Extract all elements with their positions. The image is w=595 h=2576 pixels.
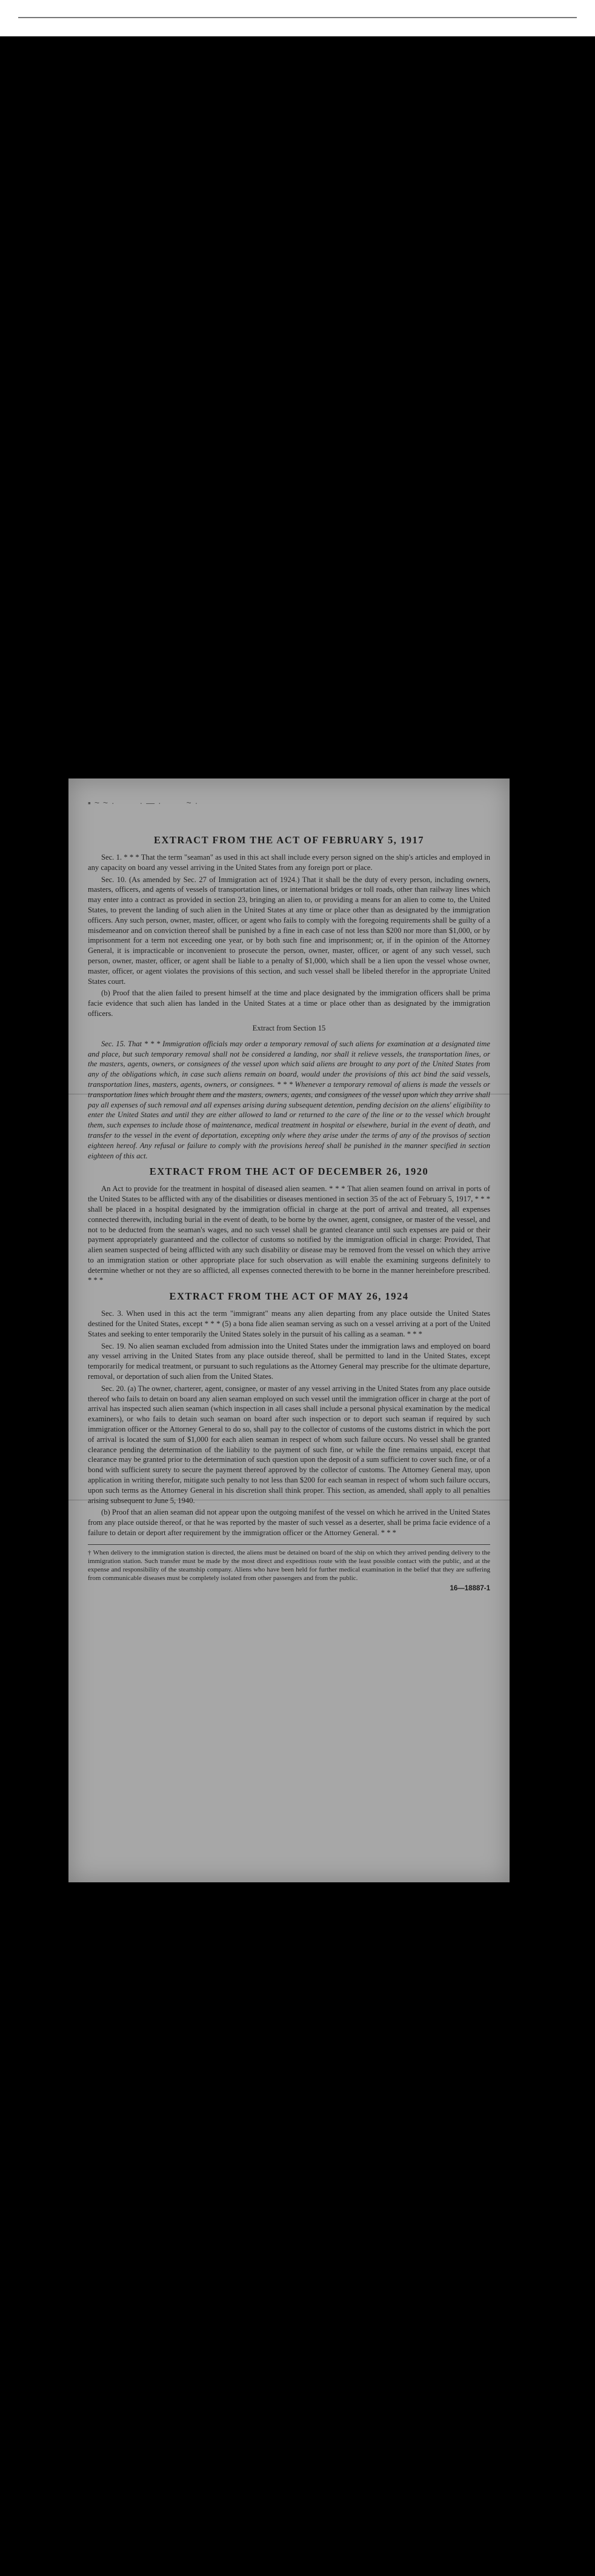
print-code: 16—18887-1: [450, 1584, 490, 1592]
paragraph: Sec. 20. (a) The owner, charterer, agent, consignee, or master of any vessel arriving in the United States from any place outside thereof who fails to detain on board any alien seaman employed on such vessel until the immigration officer in charge at the port of arrival has inspected such alien seaman (which inspection in all cases shall include a personal physical examination by the medical examiners), or who fails to detain such seaman on board after such inspection or to deport such seaman if required by such immigration officer or the Attorney General to do so, shall pay to the collector of customs of the customs district in which the port of arrival is located the sum of $1,000 for each alien seaman in respect of whom such failure occurs. No vessel shall be granted clearance pending the determination of the liability to the payment of such fine, or while the fine remains unpaid, except that clearance may be granted prior to the determination of such question upon the deposit of a sum sufficient to cover such fine, or of a bond with sufficient surety to secure the payment thereof approved by the collector of customs. The Attorney General may, upon application in writing therefor, mitigate such penalty to not less than $200 for each seaman in respect of whom such failure occurs, upon such terms as the Attorney General in his discretion shall think proper. This section, as amended, shall apply to all penalties arising subsequent to June 5, 1940.: [88, 1384, 490, 1505]
document-page: [68, 778, 510, 1882]
fold-line: [68, 1094, 510, 1095]
section-title: EXTRACT FROM THE ACT OF FEBRUARY 5, 1917: [154, 834, 424, 846]
fold-line: [68, 1499, 510, 1501]
footnote-text: † When delivery to the immigration station is directed, the aliens must be detained on board of the ship on which they arrived pending delivery to the immigration station. Such transfer must be made by the most direct and expeditious route with the least possible contact with the public, and at the expense and responsibility of the steamship company. Aliens who have been held for further medical examination in the belief that they are suffering from communicable diseases must be completely isolated from other passengers and from the public.: [88, 1549, 490, 1582]
paragraph: An Act to provide for the treatment in hospital of diseased alien seamen. * * * That alien seamen found on arrival in ports of the United States to be afflicted with any of the disabilities or diseases mentioned in section 35 of the act of February 5, 1917, * * * shall be placed in a hospital designated by the immigration official in charge at the port of arrival and treated, all expenses connected therewith, including burial in the event of death, to be borne by the owner, agent, consignee, or master of the vessel, and not to be deducted from the seaman's wages, and no such vessel shall be granted clearance until such expenses are paid or their payment appropriately guaranteed and the collector of customs so notified by the immigration official in charge: Provided, That alien seamen suspected of being afflicted with any such disability or disease may be removed from the vessel on which they arrive to an immigration station or other appropriate place for such observation as will enable the examining surgeons definitely to determine whether or not they are so afflicted, all expenses connected therewith to be borne in the manner hereinbefore prescribed. * * *: [88, 1184, 490, 1285]
footnote: [88, 1544, 490, 1582]
section-title: EXTRACT FROM THE ACT OF DECEMBER 26, 1920: [149, 1166, 429, 1178]
paragraph: Sec. 19. No alien seaman excluded from admission into the United States under the immigration laws and employed on board any vessel arriving in the United States from any place outside thereof, shall be permitted to land in the United States, except temporarily for medical treatment, or pursuant to such regulations as the Attorney General may prescribe for the ultimate departure, removal, or deportation of such alien from the United States.: [88, 1341, 490, 1381]
top-strip: [0, 0, 595, 36]
subheading: Extract from Section 15: [252, 1023, 326, 1032]
paragraph: Sec. 15. That * * * Immigration officials may order a temporary removal of such aliens for examination at a designated time and place, but such temporary removal shall not be considered a landing, nor shall it relieve vessels, the transportation lines, or the masters, agents, owners, or consignees of the vessel upon which said aliens are brought to any port of the United States from any of the obligations which, in case such aliens remain on board, would under the provisions of this act bind the said vessels, transportation lines, masters, agents, owners, or consignees. * * * Whenever a temporary removal of aliens is made the vessels or transportation lines which brought them and the masters, owners, agents, and consignees of the vessel upon which they arrive shall pay all expenses of such removal and all expenses arising during subsequent detention, pending decision on the aliens' eligibility to enter the United States and until they are either allowed to land or returned to the care of the line or to the vessel which brought them, such expenses to include those of maintenance, medical treatment in hospital or elsewhere, burial in the event of death, and transfer to the vessel in the event of deportation, excepting only where they arise under the terms of any of the provisos of section eighteen hereof. Any refusal or failure to comply with the provisions hereof shall be punished in the manner specified in section eighteen of this act.: [88, 1039, 490, 1160]
paragraph: Sec. 3. When used in this act the term "immigrant" means any alien departing from any place outside the United States destined for the United States, except * * * (5) a bona fide alien seaman serving as such on a vessel arriving at a port of the United States and seeking to enter temporarily the United States solely in the pursuit of his calling as a seaman. * * *: [88, 1309, 490, 1338]
paragraph: Sec. 1. * * * That the term "seaman" as used in this act shall include every person signed on the ship's articles and employed in any capacity on board any vessel arriving in the United States from any foreign port or place.: [88, 853, 490, 872]
top-rule: [18, 17, 577, 18]
paragraph: (b) Proof that an alien seaman did not appear upon the outgoing manifest of the vessel on which he arrived in the United States from any place outside thereof, or that he was reported by the master of such vessel as a deserter, shall be prima facie evidence of a failure to detain or deport after requirement by the immigration officer or the Attorney General. * * *: [88, 1508, 490, 1538]
paragraph: (b) Proof that the alien failed to present himself at the time and place designated by the immigration officers shall be prima facie evidence that such alien has landed in the United States at a time or place other than as designated by the immigration officers.: [88, 989, 490, 1018]
handwritten-marks: ▪︎ ~ ~ · · — · ~ ·: [88, 798, 199, 808]
section-title: EXTRACT FROM THE ACT OF MAY 26, 1924: [169, 1290, 409, 1303]
paragraph: Sec. 10. (As amended by Sec. 27 of Immigration act of 1924.) That it shall be the duty of every person, including owners, masters, officers, and agents of vessels of transportation lines, or international bridges or toll roads, other than railway lines which may enter into a contract as provided in section 23, bringing an alien to, or providing a means for an alien to come to, the United States, to prevent the landing of such alien in the United States at any time or place other than as designated by the immigration officers. Any such person, owner, master, officer, or agent who fails to comply with the foregoing requirements shall be guilty of a misdemeanor and on conviction thereof shall be punished by a fine in each case of not less than $200 nor more than $1,000, or by imprisonment for a term not exceeding one year, or by both such fine and imprisonment; or, if in the opinion of the Attorney General, it is impracticable or inconvenient to prosecute the person, owner, master, officer, or agent of any such vessel, such person, owner, master, officer, or agent shall be liable to a penalty of $1,000, which shall be a lien upon the vessel whose owner, master, officer, or agent violates the provisions of this section, and such vessel shall be libeled therefor in the appropriate United States court.: [88, 875, 490, 986]
